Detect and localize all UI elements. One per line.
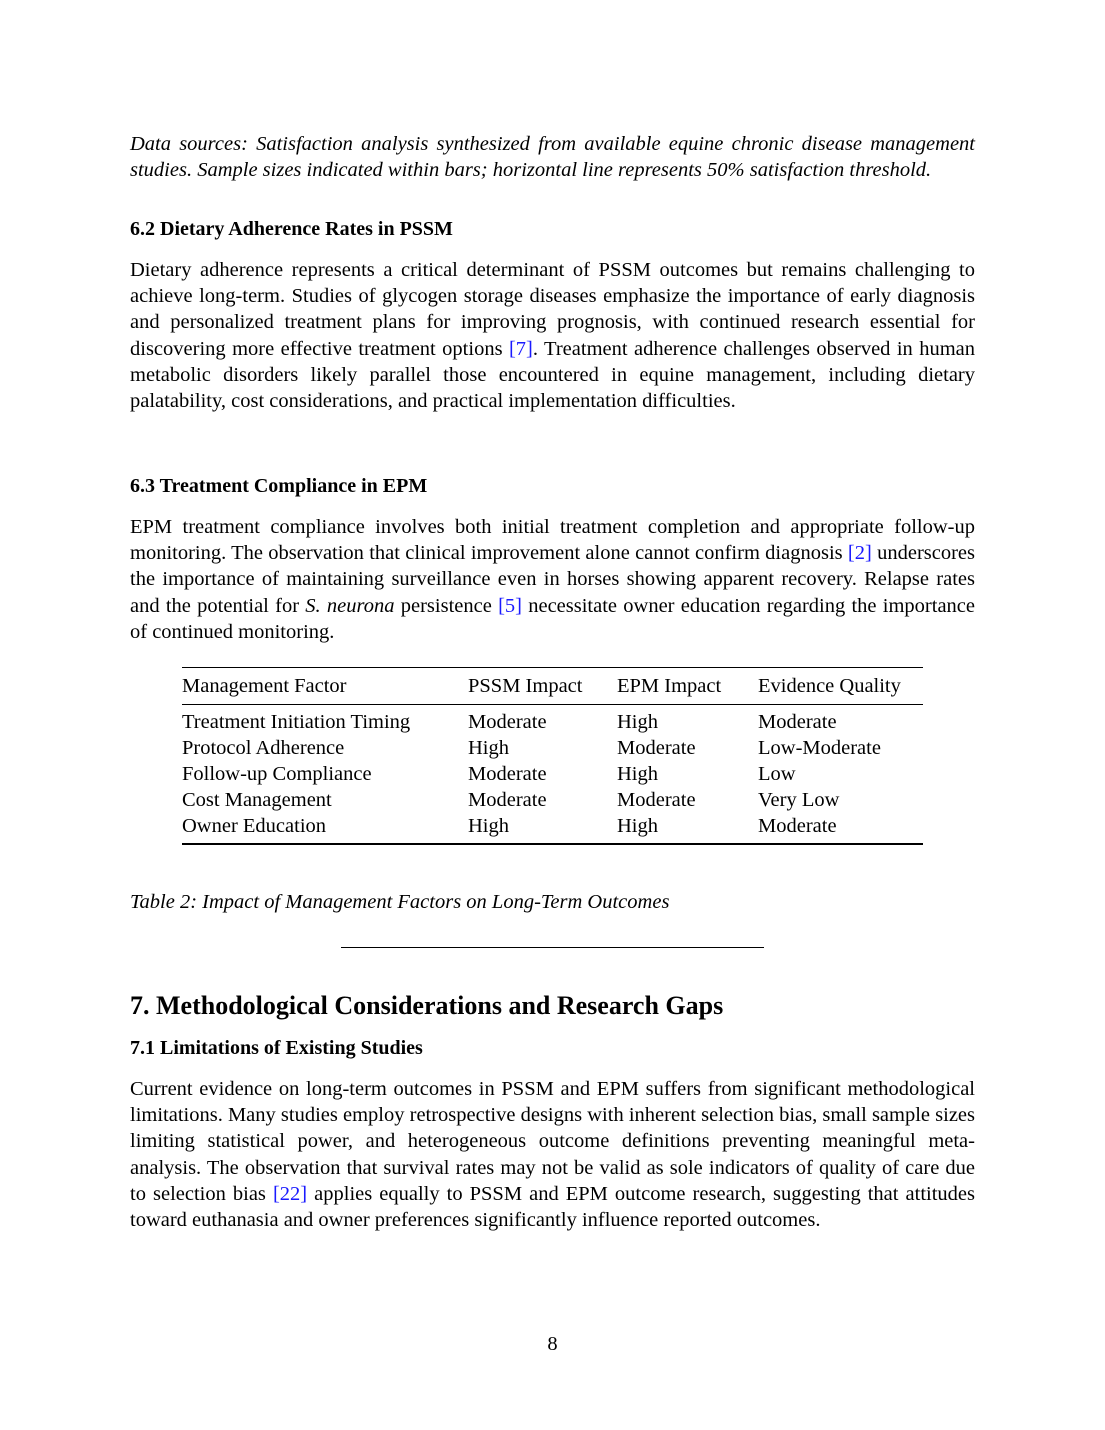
citation-link[interactable]: [22]	[272, 1182, 308, 1205]
management-factors-table	[182, 667, 923, 845]
citation-link[interactable]: [5]	[498, 594, 522, 617]
section-heading-7: 7. Methodological Considerations and Research Gaps	[130, 991, 724, 1020]
paragraph-dietary-adherence: Dietary adherence represents a critical determinant of PSSM outcomes but remains challenging to achieve long-term. Studies of glycogen storage diseases emphasize the importance of early diagnosis and personalized treatment plans for improving prognosis, with continued research essential for discovering more effective treatment options [7]. Treatment adherence challenges observed in human metabolic disorders likely parallel those encountered in equine management, including dietary palatability, cost considerations, and practical implementation difficulties.	[130, 259, 975, 413]
table-cell: Moderate	[468, 763, 547, 785]
table-cell: Moderate	[758, 711, 837, 733]
table-cell: Moderate	[617, 737, 696, 759]
paragraph-limitations: Current evidence on long-term outcomes in PSSM and EPM suffers from significant methodological limitations. Many studies employ retrospective designs with inherent selection bias, small sample sizes limiting statistical power, and heterogeneous outcome definitions preventing meaningful meta-analysis. The observation that survival rates may not be valid as sole indicators of quality of care due to selection bias [22] applies equally to PSSM and EPM outcome research, suggesting that attitudes toward euthanasia and owner preferences significantly influence reported outcomes.	[130, 1078, 975, 1232]
table-cell: High	[617, 711, 658, 733]
table-cell: Moderate	[758, 815, 837, 837]
subsection-heading-6-3: 6.3 Treatment Compliance in EPM	[130, 475, 428, 497]
table-row	[182, 787, 923, 813]
table-cell: Moderate	[468, 711, 547, 733]
table-row	[182, 761, 923, 787]
species-name: S. neurona	[305, 594, 395, 617]
table-cell: Cost Management	[182, 789, 332, 811]
table-cell: Very Low	[758, 789, 840, 811]
column-header: PSSM Impact	[468, 675, 583, 697]
table-cell: Moderate	[468, 789, 547, 811]
table-cell: Moderate	[617, 789, 696, 811]
table-cell: High	[468, 815, 509, 837]
table-cell: Treatment Initiation Timing	[182, 711, 411, 733]
column-header: Evidence Quality	[758, 675, 901, 697]
table-row	[182, 813, 923, 844]
table-cell: High	[468, 737, 509, 759]
section-divider	[341, 947, 764, 948]
table-caption: Table 2: Impact of Management Factors on Long-Term Outcomes	[130, 891, 670, 913]
table-row	[182, 705, 923, 736]
table-cell: Owner Education	[182, 815, 327, 837]
subsection-heading-6-2: 6.2 Dietary Adherence Rates in PSSM	[130, 218, 453, 240]
table-cell: High	[617, 763, 658, 785]
citation-link[interactable]: [2]	[847, 542, 872, 565]
table-cell: Protocol Adherence	[182, 737, 345, 759]
figure-caption: Data sources: Satisfaction analysis synthesized from available equine chronic disease management studies. Sample sizes indicated within bars; horizontal line represents 50% satisfaction threshold.	[130, 133, 975, 181]
paragraph-treatment-compliance: EPM treatment compliance involves both initial treatment completion and appropriate follow-up monitoring. The observation that clinical improvement alone cannot confirm diagnosis [2] underscores the importance of maintaining surveillance even in horses showing apparent recovery. Relapse rates and the potential for S. neurona persistence [5] necessitate owner education regarding the importance of continued monitoring.	[130, 516, 975, 643]
table-cell: Low	[758, 763, 796, 785]
table-header-row	[182, 668, 923, 705]
table-cell: Follow-up Compliance	[182, 763, 372, 785]
subsection-heading-7-1: 7.1 Limitations of Existing Studies	[130, 1037, 423, 1059]
column-header: EPM Impact	[617, 675, 722, 697]
citation-link[interactable]: [7]	[508, 337, 533, 360]
table-cell: Low-Moderate	[758, 737, 881, 759]
column-header: Management Factor	[182, 675, 347, 697]
page-number: 8	[547, 1333, 558, 1355]
table-row	[182, 735, 923, 761]
table-cell: High	[617, 815, 658, 837]
